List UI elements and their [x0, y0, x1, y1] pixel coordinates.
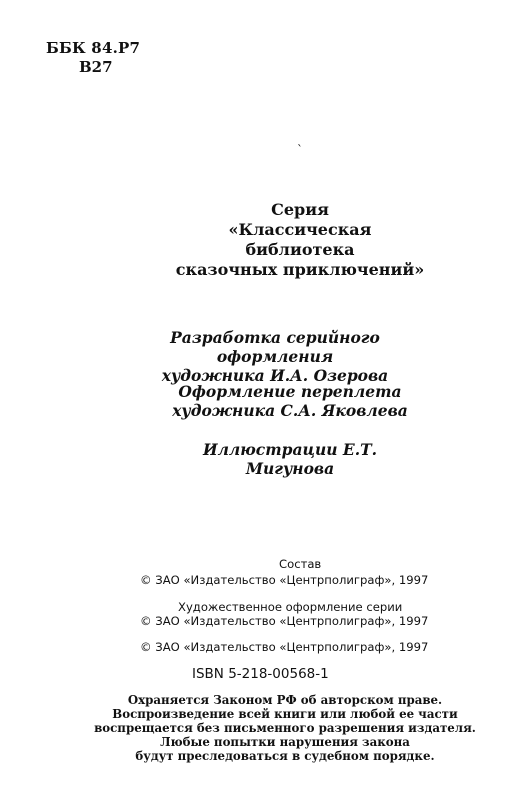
series-name-line2: сказочных приключений»	[175, 260, 425, 279]
art-design-copyright: © ЗАО «Издательство «Центрполиграф», 1997	[140, 614, 429, 628]
bbk-code: ББК 84.Р7	[46, 39, 141, 57]
author-mark: В27	[79, 58, 113, 76]
notice-line1: Охраняется Законом РФ об авторском праве.	[127, 693, 443, 707]
compilation-label: Состав	[279, 557, 322, 571]
isbn: ISBN 5-218-00568-1	[192, 666, 329, 682]
art-design-label: Художественное оформление серии	[178, 600, 403, 614]
illustrations-credit: Иллюстрации Е.Т. Мигунова	[202, 440, 378, 478]
notice-line2: Воспроизведение всей книги или любой ее части	[112, 707, 458, 721]
series-design-line2: художника И.А. Озерова	[161, 366, 389, 385]
notice-line3: воспрещается без письменного разрешения издателя.	[94, 721, 476, 735]
series-design-line1: Разработка серийного оформления	[170, 328, 380, 366]
notice-line5: будут преследоваться в судебном порядке.	[135, 749, 435, 763]
series-design-credit	[145, 328, 405, 385]
series-block	[175, 200, 425, 280]
stray-mark: `	[297, 143, 303, 157]
binding-credit	[160, 382, 420, 420]
compilation-copyright: © ЗАО «Издательство «Центрполиграф», 1997	[140, 573, 429, 587]
series-name-line1: «Классическая библиотека	[228, 220, 372, 259]
series-label: Серия	[271, 200, 329, 219]
binding-line2: художника С.А. Яковлева	[172, 401, 408, 420]
edition-copyright: © ЗАО «Издательство «Центрполиграф», 1997	[140, 640, 429, 654]
notice-line4: Любые попытки нарушения закона	[160, 735, 410, 749]
binding-line1: Оформление переплета	[178, 382, 402, 401]
legal-notice	[90, 693, 480, 763]
